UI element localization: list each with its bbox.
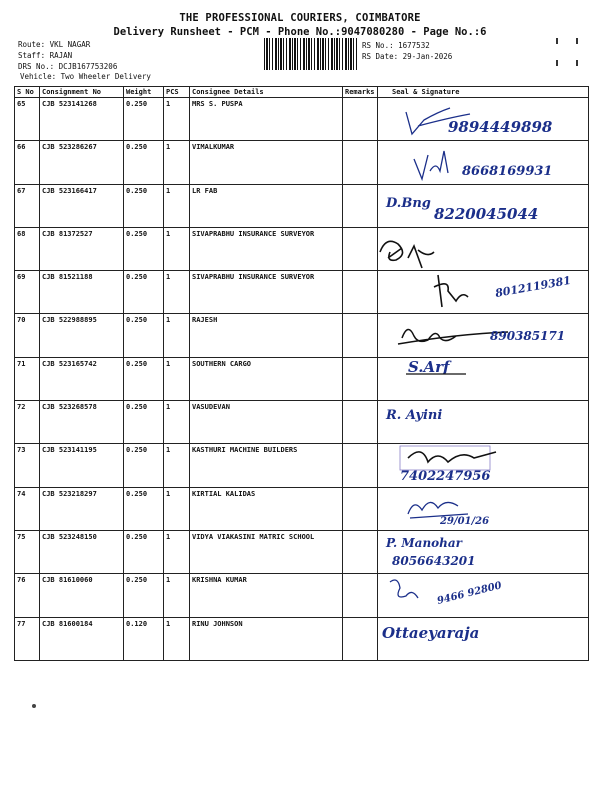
cell-weight: 0.250 xyxy=(124,184,164,227)
cell-pcs: 1 xyxy=(164,141,190,184)
cell-remarks xyxy=(343,98,378,141)
cell-consignment: CJB 523218297 xyxy=(40,487,124,530)
rs-number: RS No.: 1677532 xyxy=(362,41,430,50)
col-weight: Weight xyxy=(124,87,164,98)
cell-consignee: SIVAPRABHU INSURANCE SURVEYOR xyxy=(190,227,343,270)
signature-phone: 9894449898 xyxy=(448,118,553,136)
signature-phone: 8012119381 xyxy=(494,274,572,301)
cell-consignee: VASUDEVAN xyxy=(190,401,343,444)
cell-remarks xyxy=(343,184,378,227)
cell-consignment: CJB 81610060 xyxy=(40,574,124,617)
cell-weight: 0.250 xyxy=(124,401,164,444)
staff-label: Staff: RAJAN xyxy=(18,51,73,60)
cell-weight: 0.250 xyxy=(124,98,164,141)
rs-date: RS Date: 29-Jan-2026 xyxy=(362,52,453,61)
cell-pcs: 1 xyxy=(164,357,190,400)
signature-name: R. Ayini xyxy=(386,408,443,424)
cell-pcs: 1 xyxy=(164,401,190,444)
signature-image xyxy=(378,98,589,140)
signature-name: D.Bng xyxy=(386,195,431,211)
cell-signature xyxy=(378,141,589,184)
cell-signature xyxy=(378,487,589,530)
table-row xyxy=(15,227,589,270)
cell-consignment: CJB 523141268 xyxy=(40,98,124,141)
signature-image xyxy=(378,488,589,530)
signature-image xyxy=(378,574,589,616)
cell-sno: 75 xyxy=(15,530,40,573)
signature-name: P. Manohar xyxy=(386,535,463,550)
cell-signature xyxy=(378,184,589,227)
signature-image xyxy=(378,618,589,660)
signature-image xyxy=(378,444,589,486)
cell-signature xyxy=(378,357,589,400)
cell-pcs: 1 xyxy=(164,444,190,487)
signature-date: 29/01/26 xyxy=(440,515,490,527)
cell-consignee: RINU JOHNSON xyxy=(190,617,343,660)
cell-remarks xyxy=(343,487,378,530)
cell-consignee: LR FAB xyxy=(190,184,343,227)
cell-consignee: RAJESH xyxy=(190,314,343,357)
cell-consignee: KIRTIAL KALIDAS xyxy=(190,487,343,530)
cell-consignee: VIMALKUMAR xyxy=(190,141,343,184)
cell-remarks xyxy=(343,271,378,314)
signature-phone: 8220045044 xyxy=(434,204,539,223)
signature-phone: 8668169931 xyxy=(462,164,553,180)
signature-phone: 7402247956 xyxy=(400,469,491,485)
table-row xyxy=(15,357,589,400)
cell-consignment: CJB 523166417 xyxy=(40,184,124,227)
table-row xyxy=(15,314,589,357)
table-row xyxy=(15,444,589,487)
table-row xyxy=(15,574,589,617)
cell-signature xyxy=(378,401,589,444)
vehicle-label: Vehicle: Two Wheeler Delivery xyxy=(20,72,151,81)
cell-pcs: 1 xyxy=(164,530,190,573)
cell-weight: 0.250 xyxy=(124,227,164,270)
cell-signature xyxy=(378,314,589,357)
scan-mark xyxy=(576,38,578,44)
cell-consignee: KRISHNA KUMAR xyxy=(190,574,343,617)
cell-sno: 77 xyxy=(15,617,40,660)
cell-signature xyxy=(378,98,589,141)
cell-sno: 70 xyxy=(15,314,40,357)
cell-signature xyxy=(378,574,589,617)
table-row xyxy=(15,184,589,227)
cell-sno: 71 xyxy=(15,357,40,400)
runsheet-title: Delivery Runsheet - PCM - Phone No.:9047080280 - Page No.:6 xyxy=(113,26,487,38)
table-row xyxy=(15,530,589,573)
runsheet-table xyxy=(14,86,589,661)
table-row xyxy=(15,271,589,314)
signature-phone: 9466 92800 xyxy=(436,580,503,608)
col-sno: S No xyxy=(15,87,40,98)
cell-remarks xyxy=(343,141,378,184)
signature-phone: 890385171 xyxy=(490,329,566,344)
cell-pcs: 1 xyxy=(164,98,190,141)
col-consignment: Consignment No xyxy=(40,87,124,98)
cell-remarks xyxy=(343,617,378,660)
cell-remarks xyxy=(343,574,378,617)
cell-consignment: CJB 522988895 xyxy=(40,314,124,357)
cell-remarks xyxy=(343,357,378,400)
cell-consignment: CJB 523165742 xyxy=(40,357,124,400)
col-consignee: Consignee Details xyxy=(190,87,343,98)
signature-image xyxy=(378,401,589,443)
barcode xyxy=(264,38,358,70)
cell-sno: 66 xyxy=(15,141,40,184)
cell-signature xyxy=(378,271,589,314)
cell-consignment: CJB 81600184 xyxy=(40,617,124,660)
cell-pcs: 1 xyxy=(164,184,190,227)
cell-weight: 0.250 xyxy=(124,487,164,530)
cell-sno: 69 xyxy=(15,271,40,314)
cell-signature xyxy=(378,617,589,660)
cell-consignment: CJB 523268578 xyxy=(40,401,124,444)
signature-name: Ottaeyaraja xyxy=(382,623,480,642)
cell-weight: 0.250 xyxy=(124,271,164,314)
scan-mark xyxy=(556,38,558,44)
scan-speck xyxy=(32,704,36,708)
cell-consignee: VIDYA VIAKASINI MATRIC SCHOOL xyxy=(190,530,343,573)
cell-weight: 0.250 xyxy=(124,444,164,487)
company-title: THE PROFESSIONAL COURIERS, COIMBATORE xyxy=(179,12,421,24)
table-row xyxy=(15,487,589,530)
cell-sno: 72 xyxy=(15,401,40,444)
cell-sno: 68 xyxy=(15,227,40,270)
cell-signature xyxy=(378,530,589,573)
signature-image xyxy=(378,531,589,573)
signature-phone: 8056643201 xyxy=(392,553,476,568)
cell-sno: 73 xyxy=(15,444,40,487)
cell-pcs: 1 xyxy=(164,487,190,530)
scan-mark xyxy=(556,60,558,66)
scan-mark xyxy=(576,60,578,66)
signature-image xyxy=(378,228,589,270)
col-signature: Seal & Signature xyxy=(378,87,589,98)
col-remarks: Remarks xyxy=(343,87,378,98)
signature-image xyxy=(378,314,589,356)
cell-sno: 74 xyxy=(15,487,40,530)
cell-pcs: 1 xyxy=(164,617,190,660)
cell-pcs: 1 xyxy=(164,271,190,314)
cell-weight: 0.250 xyxy=(124,530,164,573)
signature-image xyxy=(378,271,589,313)
signature-image xyxy=(378,358,589,400)
cell-weight: 0.250 xyxy=(124,141,164,184)
drs-number: DRS No.: DCJB167753206 xyxy=(18,62,118,71)
cell-weight: 0.250 xyxy=(124,357,164,400)
cell-consignment: CJB 523286267 xyxy=(40,141,124,184)
signature-image xyxy=(378,141,589,183)
table-row xyxy=(15,141,589,184)
table-row xyxy=(15,617,589,660)
route-label: Route: VKL NAGAR xyxy=(18,40,91,49)
col-pcs: PCS xyxy=(164,87,190,98)
cell-consignee: MRS S. PUSPA xyxy=(190,98,343,141)
cell-pcs: 1 xyxy=(164,314,190,357)
cell-consignment: CJB 523141195 xyxy=(40,444,124,487)
rs-info xyxy=(362,40,452,62)
cell-signature xyxy=(378,444,589,487)
cell-weight: 0.250 xyxy=(124,314,164,357)
cell-sno: 76 xyxy=(15,574,40,617)
cell-remarks xyxy=(343,401,378,444)
cell-consignee: SOUTHERN CARGO xyxy=(190,357,343,400)
table-row xyxy=(15,401,589,444)
table-header-row xyxy=(15,87,589,98)
cell-sno: 67 xyxy=(15,184,40,227)
cell-remarks xyxy=(343,444,378,487)
cell-remarks xyxy=(343,227,378,270)
cell-consignee: SIVAPRABHU INSURANCE SURVEYOR xyxy=(190,271,343,314)
cell-consignment: CJB 81521188 xyxy=(40,271,124,314)
cell-sno: 65 xyxy=(15,98,40,141)
cell-remarks xyxy=(343,530,378,573)
table-row xyxy=(15,98,589,141)
cell-consignment: CJB 81372527 xyxy=(40,227,124,270)
cell-signature xyxy=(378,227,589,270)
cell-weight: 0.120 xyxy=(124,617,164,660)
signature-image xyxy=(378,185,589,227)
cell-pcs: 1 xyxy=(164,574,190,617)
cell-pcs: 1 xyxy=(164,227,190,270)
cell-consignment: CJB 523248150 xyxy=(40,530,124,573)
cell-remarks xyxy=(343,314,378,357)
signature-name: S.Arf xyxy=(408,357,450,376)
cell-consignee: KASTHURI MACHINE BUILDERS xyxy=(190,444,343,487)
cell-weight: 0.250 xyxy=(124,574,164,617)
